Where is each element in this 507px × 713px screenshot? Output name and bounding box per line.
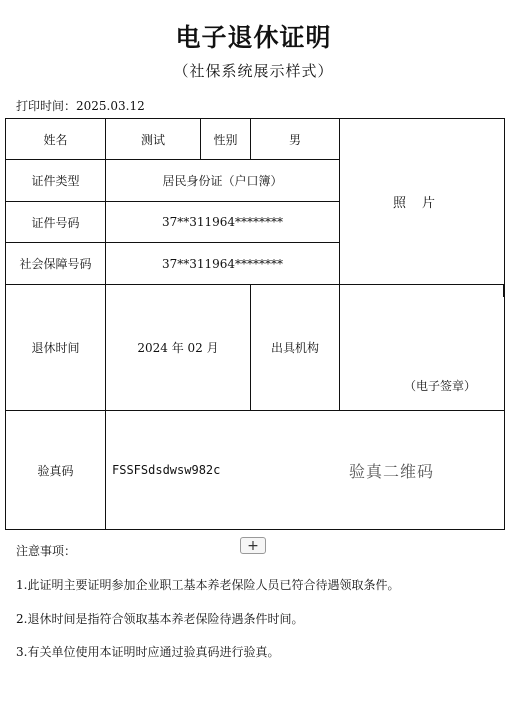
name-value: 测试 — [106, 119, 201, 160]
text-cursor — [503, 284, 505, 297]
issuer-label: 出具机构 — [251, 285, 340, 411]
notes-title: 注意事项： — [16, 544, 77, 558]
verify-code-value: FSSFSdsdwsw982c — [112, 463, 221, 477]
photo-area — [340, 119, 505, 285]
verify-code-area — [106, 411, 505, 530]
note-item: 1.此证明主要证明参加企业职工基本养老保险人员已符合待遇领取条件。 — [16, 578, 400, 592]
ss-number-value: 37**311964******** — [106, 243, 340, 285]
note-item: 3.有关单位使用本证明时应通过验真码进行验真。 — [16, 645, 280, 659]
verify-code-label: 验真码 — [6, 411, 106, 530]
id-number-label: 证件号码 — [6, 202, 106, 243]
id-type-label: 证件类型 — [6, 160, 106, 202]
print-time: 打印时间：2025.03.12 — [16, 99, 145, 113]
id-number-value: 37**311964******** — [106, 202, 340, 243]
photo-label: 照片 — [392, 196, 451, 211]
retire-time-label: 退休时间 — [6, 285, 106, 411]
add-button[interactable]: + — [240, 537, 266, 554]
note-item: 2.退休时间是指符合领取基本养老保险待遇条件时间。 — [16, 612, 304, 626]
stamp-area — [340, 285, 505, 411]
electronic-stamp: （电子签章） — [403, 379, 476, 393]
id-type-value: 居民身份证（户口簿） — [106, 160, 340, 202]
ss-number-label: 社会保障号码 — [6, 243, 106, 285]
document-title: 电子退休证明 — [175, 23, 332, 52]
certificate-table — [5, 118, 505, 530]
document-subtitle: （社保系统展示样式） — [173, 62, 334, 80]
gender-value: 男 — [251, 119, 340, 160]
retire-time-value: 2024 年 02 月 — [106, 285, 251, 411]
gender-label: 性别 — [201, 119, 251, 160]
name-label: 姓名 — [6, 119, 106, 160]
qr-code-label: 验真二维码 — [349, 462, 435, 481]
